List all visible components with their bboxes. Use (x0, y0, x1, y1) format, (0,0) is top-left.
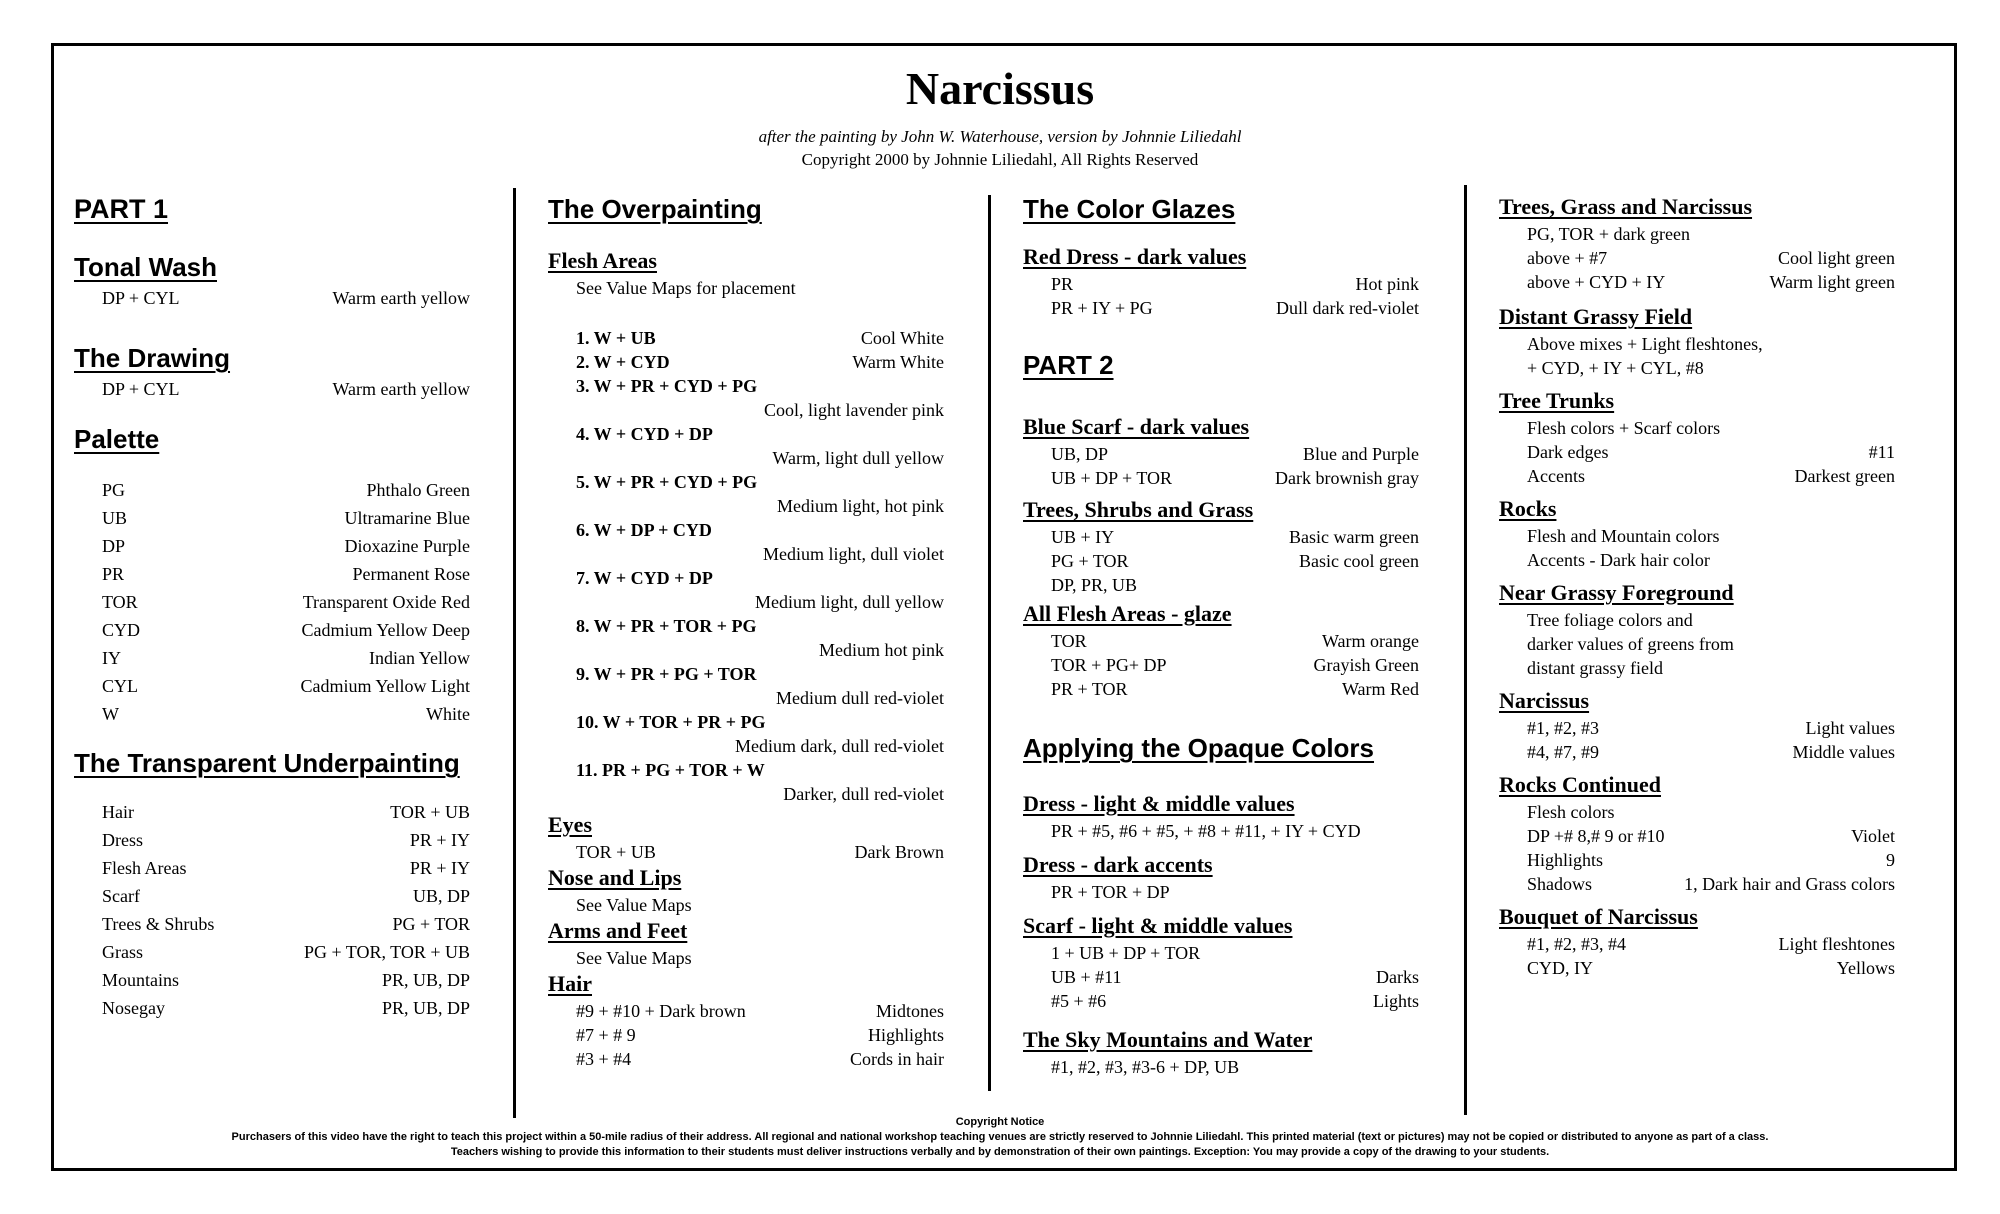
page-subtitle: after the painting by John W. Waterhouse, version by Johnnie Liliedahl (758, 127, 1242, 146)
dress-light-heading: Dress - light & middle values (1023, 791, 1295, 816)
eyes-heading: Eyes (548, 812, 592, 837)
nose-lips-heading: Nose and Lips (548, 865, 682, 890)
red-dress-heading: Red Dress - dark values (1023, 244, 1247, 269)
flesh-glaze-heading: All Flesh Areas - glaze (1023, 601, 1232, 626)
rocks-heading: Rocks (1499, 496, 1557, 521)
hair-heading: Hair (548, 971, 592, 996)
trees-shrubs-heading: Trees, Shrubs and Grass (1023, 497, 1254, 522)
bouquet-heading: Bouquet of Narcissus (1499, 904, 1698, 929)
tree-trunks-heading: Tree Trunks (1499, 388, 1615, 413)
copyright-notice-title: Copyright Notice (955, 1116, 1045, 1128)
blue-scarf-heading: Blue Scarf - dark values (1023, 414, 1250, 439)
arms-feet-heading: Arms and Feet (548, 918, 688, 943)
copyright-notice-line: Teachers wishing to provide this information to their students must deliver instructions verbally and by demonstration of their own paintings. Exception: You may provide a copy of the drawing to your students. (450, 1146, 1550, 1158)
rocks-continued-heading: Rocks Continued (1499, 772, 1661, 797)
trees-grass-heading: Trees, Grass and Narcissus (1499, 194, 1753, 219)
copyright-line: Copyright 2000 by Johnnie Liliedahl, All Rights Reserved (801, 150, 1199, 169)
dress-dark-heading: Dress - dark accents (1023, 852, 1213, 877)
palette-heading: Palette (74, 424, 160, 454)
column-part1: PART 1 Tonal Wash DP + CYL Warm earth yellow The Drawing DP + CYL Warm earth yellow Palette The Transparent Underpainting PG Phthalo Green UB Ultramarine Blue DP Dioxazine Purple PR Permanent Rose TOR Transparent Oxide Red CYD Cadmium Yellow Deep IY Indian Yellow CYL Cadmium Yellow Light W White Hair TOR + UB Dress PR + IY Flesh Areas PR + IY Scarf UB, DP Trees & Shrubs PG + TOR Grass PG + TOR, TOR + UB Mountains PR, UB, DP Nosegay PR, UB, DP (74, 194, 470, 1018)
flesh-areas-heading: Flesh Areas (548, 248, 657, 273)
column-overpainting: The Overpainting Flesh Areas See Value Maps for placement Eyes TOR + UB Dark Brown Nose and Lips See Value Maps Arms and Feet See Value Maps Hair 1. W + UB Cool White 2. W + CYD Warm White 3. W + PR + CYD + PG Cool, light lavender pink 4. W + CYD + DP Warm, light dull yellow 5. W + PR + CYD + PG Medium light, hot pink 6. W + DP + CYD Medium light, dull violet 7. W + CYD + DP Medium light, dull yellow 8. W + PR + TOR + PG Medium hot pink 9. W + PR + PG + TOR Medium dull red-violet 10. W + TOR + PR + PG Medium dark, dull red-violet 11. PR + PG + TOR + W Darker, dull red-violet #9 + #10 + Dark brown Midtones #7 + # 9 Highlights #3 + #4 Cords in hair (548, 194, 944, 1069)
column-part2-cont: Trees, Grass and Narcissus Distant Grassy Field Tree Trunks Rocks Near Grassy Foreground Narcissus Rocks Continued Bouquet of Narcissus PG, TOR + dark green above + #7 Cool light green above + CYD + IY Warm light green Above mixes + Light fleshtones, + CYD, + IY + CYL, #8 Flesh colors + Scarf colors Dark edges #11 Accents Darkest green Flesh and Mountain colors Accents - Dark hair color Tree foliage colors and darker values of greens from distant grassy field #1, #2, #3 Light values #4, #7, #9 Middle values Flesh colors DP +# 8,# 9 or #10 Violet Highlights 9 Shadows 1, Dark hair and Grass colors #1, #2, #3, #4 Light fleshtones CYD, IY Yellows (1499, 194, 1895, 978)
distant-field-heading: Distant Grassy Field (1499, 304, 1693, 329)
opaque-colors-heading: Applying the Opaque Colors (1023, 733, 1375, 763)
near-foreground-heading: Near Grassy Foreground (1499, 580, 1734, 605)
tonal-wash-heading: Tonal Wash (74, 252, 217, 282)
copyright-notice-line: Purchasers of this video have the right to teach this project within a 50-mile radius of their address. All regional and national workshop teaching venues are strictly reserved to Johnnie Liliedahl. This printed material (text or pictures) may not be copied or distributed to anyone as part of a class. (231, 1131, 1769, 1143)
column-glazes: The Color Glazes Red Dress - dark values PART 2 Blue Scarf - dark values Trees, Shrubs and Grass All Flesh Areas - glaze Applying the Opaque Colors Dress - light & middle values PR + #5, #6 + #5, + #8 + #11, + IY + CYD Dress - dark accents PR + TOR + DP Scarf - light & middle values The Sky Mountains and Water #1, #2, #3, #3-6 + DP, UB PR Hot pink PR + IY + PG Dull dark red-violet UB, DP Blue and Purple UB + DP + TOR Dark brownish gray UB + IY Basic warm green PG + TOR Basic cool green DP, PR, UB TOR Warm orange TOR + PG+ DP Grayish Green PR + TOR Warm Red 1 + UB + DP + TOR UB + #11 Darks #5 + #6 Lights (1023, 194, 1419, 1077)
column-divider (988, 195, 991, 1091)
color-glazes-heading: The Color Glazes (1023, 194, 1236, 224)
column-divider (1464, 185, 1467, 1115)
narcissus-heading: Narcissus (1499, 688, 1590, 713)
part1-heading: PART 1 (74, 194, 169, 224)
scarf-light-heading: Scarf - light & middle values (1023, 913, 1293, 938)
page-title: Narcissus (905, 63, 1095, 114)
part2-heading: PART 2 (1023, 350, 1114, 380)
column-divider (513, 188, 516, 1118)
sky-heading: The Sky Mountains and Water (1023, 1027, 1313, 1052)
underpainting-heading: The Transparent Underpainting (74, 748, 460, 778)
drawing-heading: The Drawing (74, 343, 231, 373)
overpainting-heading: The Overpainting (548, 194, 762, 224)
